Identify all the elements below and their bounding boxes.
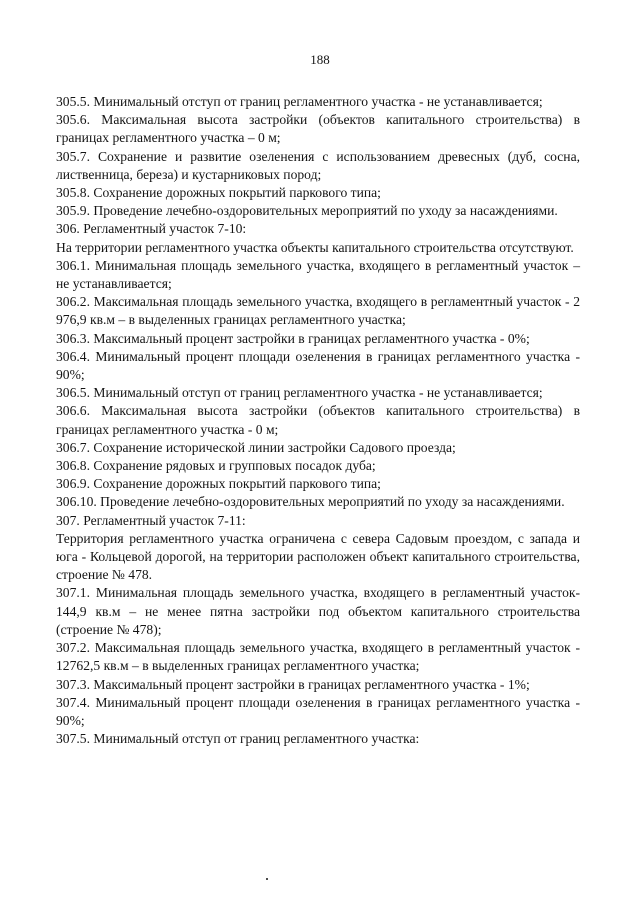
paragraph: 306.1. Минимальная площадь земельного участка, входящего в регламентный участок – не устанавливается; [56,257,580,292]
document-body [56,93,580,748]
paragraph: 307.3. Максимальный процент застройки в границах регламентного участка - 1%; [56,676,530,692]
paragraph: 307.4. Минимальный процент площади озеленения в границах регламентного участка - 90%; [56,694,580,728]
paragraph: 305.7. Сохранение и развитие озеленения с использованием древесных (дуб, сосна, лиственница, береза) и кустарниковых пород; [56,148,580,182]
paragraph: 305.8. Сохранение дорожных покрытий паркового типа; [56,185,381,201]
paragraph: 306.7. Сохранение исторической линии застройки Садового проезда; [56,439,456,455]
paragraph: 306.10. Проведение лечебно-оздоровительных мероприятий по уходу за насаждениями. [56,494,565,510]
paragraph: 305.6. Максимальная высота застройки (объектов капитального строительства) в границах регламентного участка – 0 м; [56,112,580,146]
paragraph: На территории регламентного участка объекты капитального строительства отсутствуют. [56,239,574,255]
paragraph: 305.9. Проведение лечебно-оздоровительных мероприятий по уходу за насаждениями. [56,203,558,219]
paragraph: 306.3. Максимальный процент застройки в границах регламентного участка - 0%; [56,330,530,346]
section-heading: 306. Регламентный участок 7-10: [56,221,247,237]
paragraph: 306.2. Максимальная площадь земельного участка, входящего в регламентный участок - 2 976,9 кв.м – в выделенных границах регламентного участка; [56,294,580,328]
paragraph: 305.5. Минимальный отступ от границ регламентного участка - не устанавливается; [56,94,543,109]
paragraph: 306.5. Минимальный отступ от границ регламентного участка - не устанавливается; [56,385,543,401]
paragraph: 306.6. Максимальная высота застройки (объектов капитального строительства) в границах регламентного участка - 0 м; [56,403,580,437]
page-number: 188 [310,52,330,67]
paragraph: Территория регламентного участка ограничена с севера Садовым проездом, с запада и юга - Кольцевой дорогой, на территории расположен объект капитального строительства, строение № 478. [56,530,580,583]
paragraph: 307.1. Минимальная площадь земельного участка, входящего в регламентный участок- 144,9 кв.м – не менее пятна застройки под объектом капитального строительства (строение № 478); [56,585,580,637]
paragraph: 307.5. Минимальный отступ от границ регламентного участка: [56,731,420,747]
paragraph: 307.2. Максимальная площадь земельного участка, входящего в регламентный участок - 12762,5 кв.м – в выделенных границах регламентного участка; [56,640,580,674]
paragraph: 306.4. Минимальный процент площади озеленения в границах регламентного участка - 90%; [56,348,580,383]
section-heading: 307. Регламентный участок 7-11: [56,512,246,528]
paragraph: 306.9. Сохранение дорожных покрытий паркового типа; [56,476,381,492]
scan-speck [266,878,268,880]
paragraph: 306.8. Сохранение рядовых и групповых посадок дуба; [56,458,376,474]
